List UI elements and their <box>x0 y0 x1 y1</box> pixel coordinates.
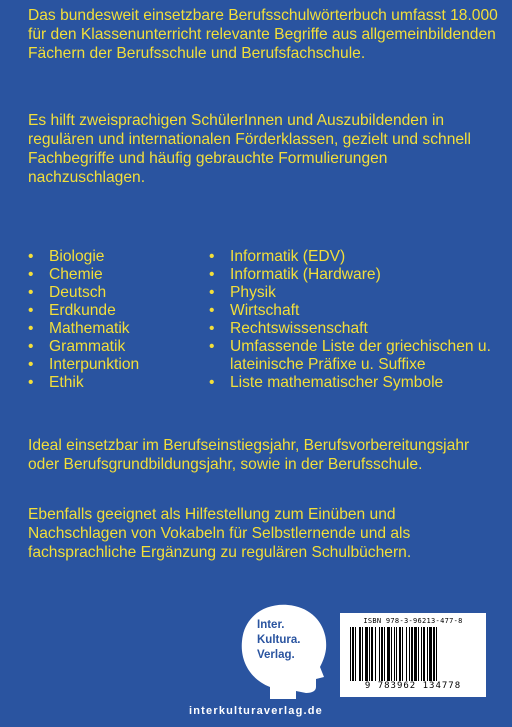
subject-label: Liste mathematischer Symbole <box>230 374 444 391</box>
subject-item <box>209 284 504 302</box>
subject-item <box>28 356 198 374</box>
subject-item <box>28 248 198 266</box>
subject-item <box>28 320 198 338</box>
logo-line-2: Kultura. <box>257 634 301 646</box>
subject-label: Interpunktion <box>49 356 140 373</box>
subject-label: Deutsch <box>49 284 107 301</box>
bullet-icon: • <box>209 302 215 319</box>
subject-item <box>209 266 504 284</box>
usage-paragraph-2: Ebenfalls geeignet als Hilfestellung zum Einüben und Nachschlagen von Vokabeln für Selbstlernende und als fachsprachliche Ergänzung zu regulären Schulbüchern. <box>28 506 412 561</box>
publisher-logo-text <box>257 618 317 663</box>
subject-label: Rechtswissenschaft <box>230 320 368 337</box>
subject-label: Ethik <box>49 374 84 391</box>
logo-line-1: Inter. <box>257 619 285 631</box>
subject-label: Grammatik <box>49 338 126 355</box>
subject-label: Informatik (EDV) <box>230 248 346 265</box>
subject-item <box>28 284 198 302</box>
bullet-icon: • <box>28 320 34 337</box>
logo-line-3: Verlag. <box>257 649 295 661</box>
bullet-icon: • <box>209 320 215 337</box>
subject-item <box>209 374 504 392</box>
bullet-icon: • <box>209 248 215 265</box>
subject-item <box>209 320 504 338</box>
subject-label: Umfassende Liste der griechischen u. lateinische Präfixe u. Suffixe <box>230 338 491 373</box>
bullet-icon: • <box>28 284 34 301</box>
subject-item <box>28 302 198 320</box>
subject-item <box>209 248 504 266</box>
bullet-icon: • <box>28 374 34 391</box>
subject-list-right <box>209 248 504 392</box>
isbn-label: ISBN 978-3-96213-477-8 <box>363 617 463 625</box>
subject-item <box>209 338 504 374</box>
bullet-icon: • <box>209 284 215 301</box>
subject-label: Biologie <box>49 248 105 265</box>
intro-paragraph-2: Es hilft zweisprachigen SchülerInnen und Auszubildenden in regulären und internationalen Förderklassen, gezielt und schnell Fachbegriffe und häufig gebrauchte Formulierungen nachzuschlagen. <box>28 112 471 186</box>
subject-label: Chemie <box>49 266 103 283</box>
subject-item <box>28 266 198 284</box>
bullet-icon: • <box>28 302 34 319</box>
subject-item <box>209 302 504 320</box>
subject-label: Mathematik <box>49 320 130 337</box>
bullet-icon: • <box>209 374 215 391</box>
bullet-icon: • <box>28 338 34 355</box>
subject-label: Wirtschaft <box>230 302 300 319</box>
usage-paragraph-1: Ideal einsetzbar im Berufseinstiegsjahr, Berufsvorbereitungsjahr oder Berufsgrundbildungsjahr, sowie in der Berufsschule. <box>28 437 470 473</box>
bullet-icon: • <box>28 266 34 283</box>
intro-paragraph-1: Das bundesweit einsetzbare Berufsschulwörterbuch umfasst 18.000 für den Klassenunterricht relevante Begriffe aus allgemeinbildenden Fächern der Berufsschule und Berufsfachschule. <box>28 7 498 62</box>
subject-item <box>28 338 198 356</box>
bullet-icon: • <box>209 266 215 283</box>
isbn-barcode <box>340 613 486 697</box>
publisher-website: interkulturaverlag.de <box>188 705 323 717</box>
subject-label: Informatik (Hardware) <box>230 266 381 283</box>
bullet-icon: • <box>28 356 34 373</box>
subject-list-left <box>28 248 198 392</box>
ean-number: 9 783962 134778 <box>364 681 462 691</box>
subject-label: Physik <box>230 284 276 301</box>
subject-item <box>28 374 198 392</box>
subject-label: Erdkunde <box>49 302 116 319</box>
barcode-bars-icon <box>350 627 476 681</box>
bullet-icon: • <box>28 248 34 265</box>
bullet-icon: • <box>209 338 215 355</box>
